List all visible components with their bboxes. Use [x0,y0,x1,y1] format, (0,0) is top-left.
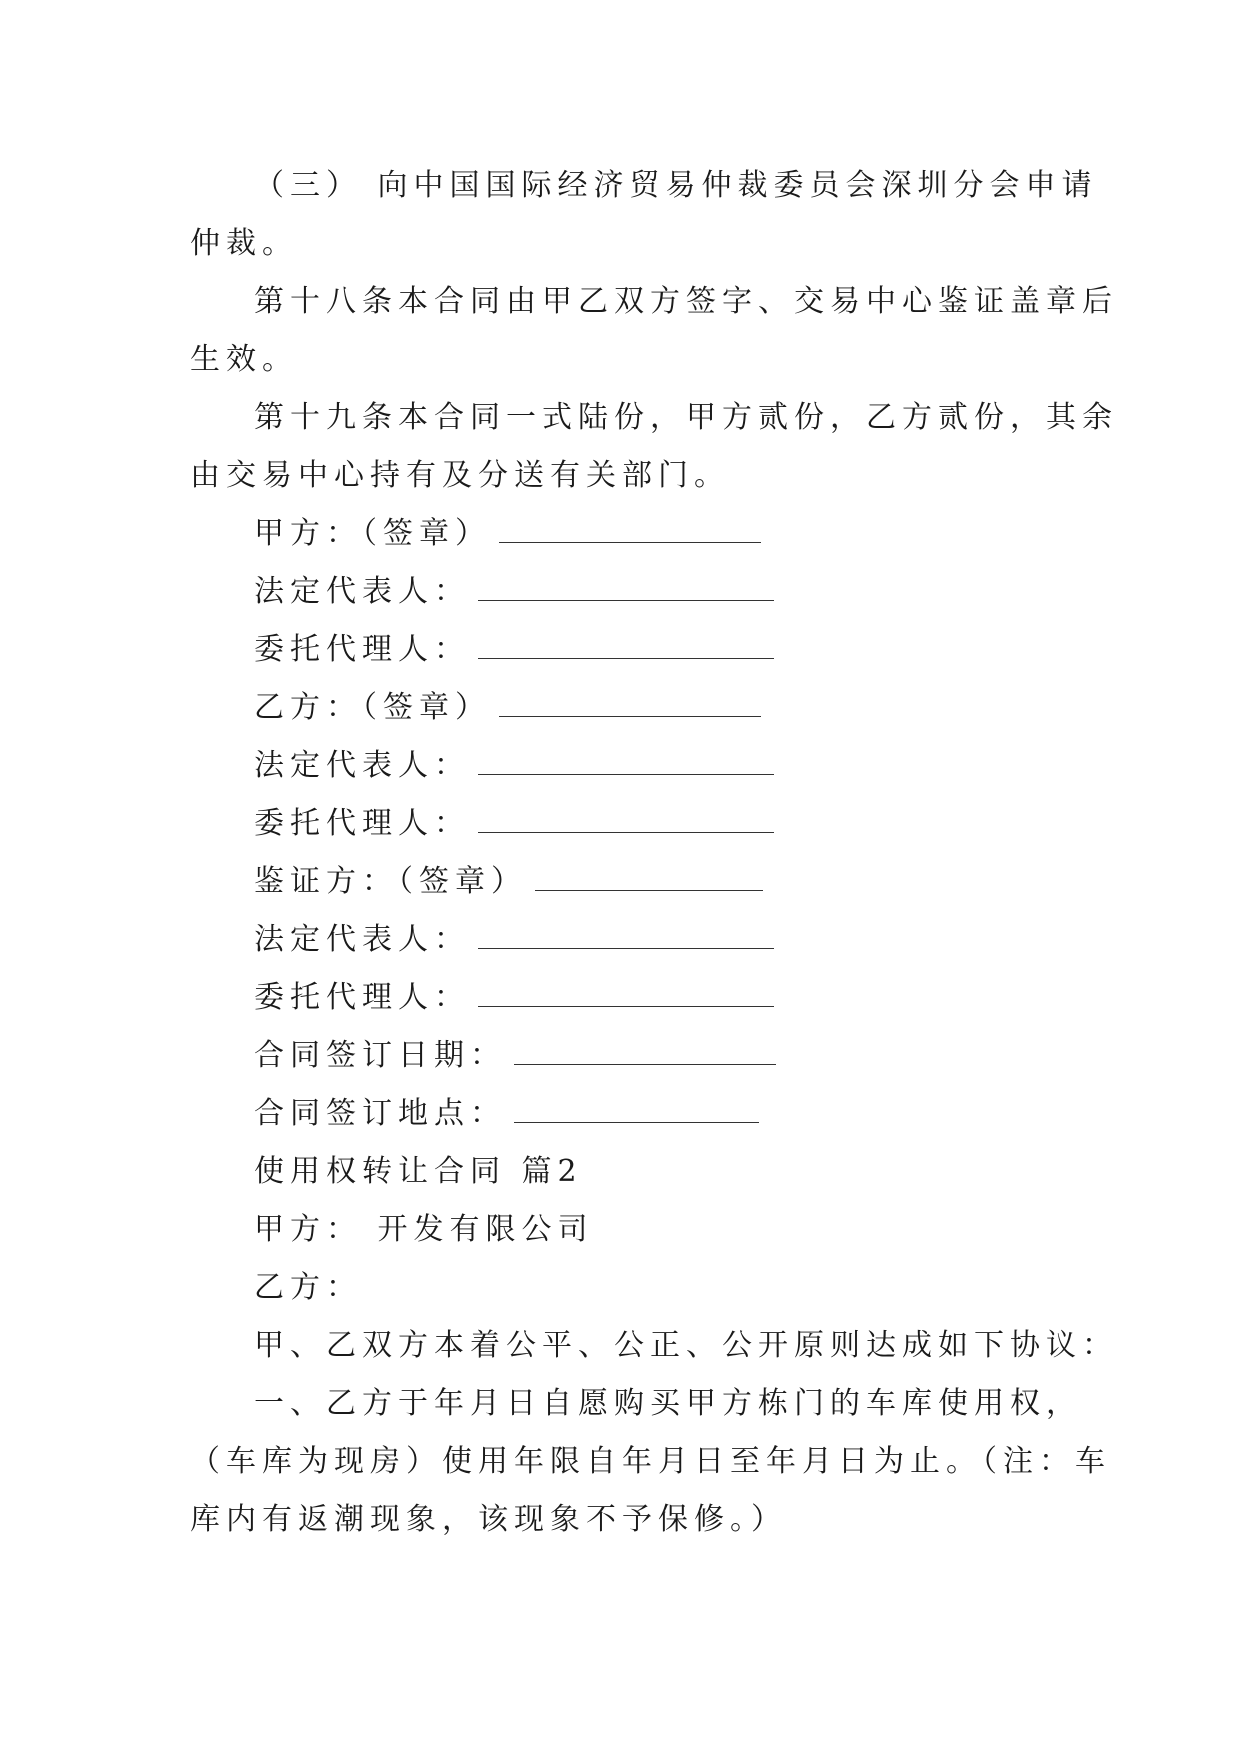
signature-label: 法定代表人： [254,748,470,783]
signature-label: 委托代理人： [254,980,470,1015]
signature-line [254,920,774,960]
paragraph-line: （三） 向中国国际经济贸易仲裁委员会深圳分会申请 [254,168,1098,203]
signature-blank [478,922,774,949]
paragraph-line: 第十八条本合同由甲乙双方签字、交易中心鉴证盖章后 [254,284,1118,319]
signature-line [254,514,761,554]
signature-blank [535,864,763,891]
signature-blank [499,690,761,717]
paragraph-line: 生效。 [190,342,298,377]
signature-label: 合同签订地点： [254,1096,506,1131]
signature-label: 委托代理人： [254,806,470,841]
signature-blank [514,1038,776,1065]
signature-blank [478,748,774,775]
signature-line [254,688,761,728]
signature-line [254,746,774,786]
signature-line [254,630,774,670]
signature-blank [478,632,774,659]
signature-label: 法定代表人： [254,922,470,957]
signature-line [254,1036,776,1076]
party-a-line: 甲方： 开发有限公司 [254,1212,594,1247]
signature-blank [478,806,774,833]
clause-line: 库内有返潮现象，该现象不予保修。） [190,1502,787,1537]
signature-line [254,804,774,844]
clause-line: 一、乙方于年月日自愿购买甲方栋门的车库使用权， [254,1386,1082,1421]
signature-label: 合同签订日期： [254,1038,506,1073]
signature-label: 法定代表人： [254,574,470,609]
signature-line [254,572,774,612]
signature-blank [499,516,761,543]
signature-blank [478,980,774,1007]
signature-label: 委托代理人： [254,632,470,667]
signature-label: 鉴证方：（签章） [254,864,527,899]
signature-label: 甲方：（签章） [254,516,491,551]
section-title: 使用权转让合同 篇2 [254,1154,583,1189]
signature-blank [478,574,774,601]
intro-paragraph: 甲、乙双方本着公平、公正、公开原则达成如下协议： [254,1328,1118,1363]
party-b-line: 乙方： [254,1270,362,1305]
signature-line [254,862,763,902]
signature-blank [514,1096,759,1123]
signature-line [254,1094,759,1134]
paragraph-line: 仲裁。 [190,226,298,261]
paragraph-line: 由交易中心持有及分送有关部门。 [190,458,730,493]
clause-line: （车库为现房）使用年限自年月日至年月日为止。（注：车 [190,1444,1111,1479]
signature-line [254,978,774,1018]
signature-label: 乙方：（签章） [254,690,491,725]
paragraph-line: 第十九条本合同一式陆份，甲方贰份，乙方贰份，其余 [254,400,1118,435]
